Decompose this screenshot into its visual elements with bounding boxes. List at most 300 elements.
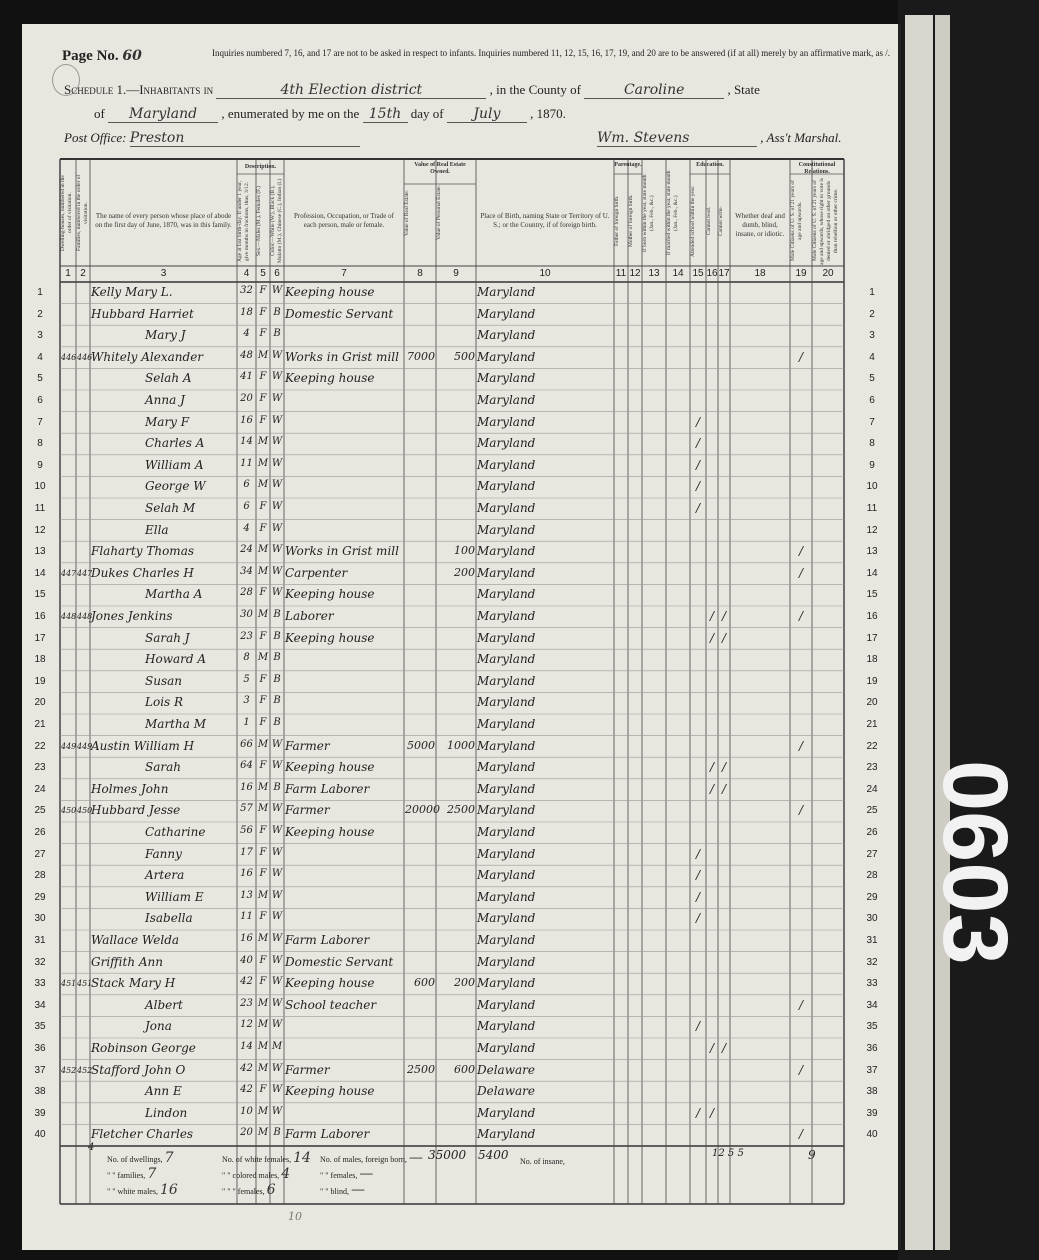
color: B: [273, 673, 281, 685]
color: M: [271, 1041, 283, 1052]
column-header-15: Attended school within the year.: [690, 185, 696, 257]
birthplace: Maryland: [477, 1041, 536, 1055]
birthplace: Maryland: [477, 673, 536, 688]
row-number-right: 27: [866, 848, 878, 860]
person-name: Catharine: [145, 825, 206, 839]
row-number-right: 30: [866, 913, 878, 925]
color: B: [273, 717, 281, 728]
column-number: 12: [629, 268, 641, 279]
cannot-read: /: [709, 1105, 715, 1120]
attended-school: /: [695, 889, 701, 904]
column-number: 13: [648, 268, 660, 279]
row-number-right: 34: [866, 999, 878, 1011]
total-blind: " " blind, —: [320, 1182, 365, 1198]
education-group-header: Education.: [696, 162, 724, 168]
age: 42: [240, 976, 253, 988]
total-colored-males: " " colored males, 4: [222, 1166, 291, 1182]
birthplace: Maryland: [477, 328, 536, 343]
occupation: Carpenter: [285, 565, 348, 580]
row-number-right: 8: [869, 438, 875, 450]
row-number-right: 35: [866, 1021, 878, 1033]
row-number-right: 13: [866, 546, 878, 558]
value-group-header: Value of Real Estate Owned.: [414, 162, 466, 175]
person-name: George W: [145, 479, 206, 494]
age: 66: [240, 738, 253, 750]
color: B: [273, 630, 281, 642]
age: 8: [243, 652, 250, 664]
column-number: 2: [80, 268, 86, 279]
age: 30: [240, 609, 253, 620]
row-number-right: 40: [866, 1129, 878, 1141]
sex: M: [257, 652, 269, 664]
margin-mark-left: 4: [88, 1142, 95, 1153]
age: 6: [243, 501, 250, 512]
constitutional-group-header: Constitutional Relations.: [798, 162, 836, 175]
row-number-left: 17: [34, 632, 46, 644]
real-estate-value: 7000: [407, 349, 435, 363]
row-number-left: 27: [34, 848, 46, 860]
age: 20: [240, 1127, 253, 1139]
total-insane: No. of insane,: [520, 1157, 565, 1166]
color: W: [271, 393, 283, 404]
dwelling-number: 448: [61, 612, 77, 621]
family-number: 450: [77, 806, 93, 816]
post-office-line: Post Office: Preston: [64, 130, 360, 147]
birthplace: Delaware: [477, 1062, 535, 1077]
color: W: [271, 889, 283, 901]
row-number-right: 38: [866, 1086, 878, 1098]
occupation: Farmer: [285, 803, 330, 818]
birthplace: Maryland: [477, 976, 536, 991]
sex: F: [259, 954, 267, 966]
column-number: 4: [243, 268, 250, 279]
row-number-left: 20: [34, 697, 46, 709]
dwelling-number: 449: [61, 741, 77, 751]
person-name: Ann E: [145, 1084, 182, 1099]
sex: F: [259, 630, 267, 642]
birthplace: Maryland: [477, 781, 536, 796]
column-header-8: Value of Real Estate.: [404, 189, 410, 237]
male-citizen: /: [798, 1127, 804, 1142]
age: 10: [240, 1105, 253, 1117]
real-estate-value: 5000: [407, 738, 435, 752]
color: W: [271, 1062, 283, 1074]
occupation: Domestic Servant: [285, 306, 394, 321]
occupation: Farmer: [285, 1062, 330, 1077]
color: W: [271, 738, 283, 750]
color: W: [271, 436, 283, 448]
row-number-left: 37: [34, 1064, 46, 1076]
page-number-label: Page No. 60: [62, 48, 142, 64]
color: W: [271, 1019, 283, 1031]
age: 32: [240, 285, 253, 296]
person-name: Jona: [145, 1019, 172, 1034]
age: 4: [243, 328, 250, 340]
row-number-right: 4: [869, 351, 875, 363]
total-real-estate: 35000: [428, 1148, 467, 1162]
column-header-3: The name of every person whose place of abode on the first day of June, 1870, was in this family.: [95, 212, 232, 229]
sex: M: [257, 349, 269, 361]
birthplace: Maryland: [477, 1127, 536, 1142]
row-number-left: 10: [34, 481, 46, 493]
cannot-read: /: [709, 1041, 715, 1055]
row-number-left: 24: [34, 783, 46, 795]
personal-estate-value: 1000: [447, 738, 475, 752]
column-number: 18: [754, 268, 766, 279]
birthplace: Maryland: [477, 306, 536, 321]
row-number-left: 1: [37, 287, 43, 298]
person-name: Martha A: [145, 587, 203, 602]
row-number-right: 5: [869, 373, 875, 385]
birthplace: Maryland: [477, 825, 536, 839]
sex: M: [257, 436, 269, 448]
person-name: Sarah: [145, 760, 181, 775]
birthplace: Maryland: [477, 609, 536, 623]
occupation: School teacher: [285, 997, 377, 1012]
row-number-left: 15: [34, 589, 46, 601]
person-name: Robinson George: [91, 1041, 196, 1055]
age: 3: [243, 695, 250, 707]
row-number-right: 29: [866, 891, 878, 903]
age: 6: [243, 479, 250, 491]
row-number-right: 1: [869, 287, 875, 298]
row-number-left: 25: [34, 805, 46, 817]
column-number: 6: [274, 268, 280, 279]
column-header-14: If married within the year, state month (Jan., Feb., &c.): [666, 170, 679, 256]
person-name: Selah M: [145, 501, 196, 515]
column-header-2: Families, numbered in the order of visitation.: [76, 174, 89, 252]
person-name: Martha M: [145, 717, 206, 731]
cannot-write: /: [721, 609, 727, 623]
dwelling-number: 451: [61, 979, 77, 989]
color: B: [273, 652, 281, 664]
total-education: 12 5 5: [712, 1148, 744, 1159]
row-number-left: 38: [34, 1086, 46, 1098]
sex: M: [257, 457, 269, 469]
birthplace: Maryland: [477, 889, 536, 904]
dwelling-number: 447: [61, 568, 77, 578]
row-number-right: 32: [866, 956, 878, 968]
row-number-left: 8: [37, 438, 43, 450]
family-number: 449: [77, 741, 93, 751]
row-number-left: 39: [34, 1107, 46, 1119]
column-number: 3: [160, 268, 167, 279]
attended-school: /: [695, 436, 701, 451]
attended-school: /: [695, 1105, 701, 1120]
column-header-20: Male Citizens of U. S. of 21 years of age and upwards, whose right to vote is denied or abridged on other grounds than rebellion or other crime.: [812, 177, 839, 265]
occupation: Keeping house: [285, 760, 375, 775]
column-number: 10: [539, 268, 551, 279]
row-number-left: 28: [34, 870, 46, 882]
color: W: [271, 997, 283, 1009]
row-number-right: 12: [866, 524, 878, 536]
column-header-6: Color.—White (W.), Black (B.), Mulatto (M.), Chinese (C.), Indian (I.): [270, 178, 283, 264]
person-name: Isabella: [145, 911, 193, 926]
row-number-left: 16: [34, 611, 46, 622]
cannot-write: /: [721, 760, 727, 775]
age: 42: [240, 1062, 253, 1074]
age: 18: [240, 306, 253, 318]
column-number: 16: [706, 268, 718, 279]
real-estate-value: 2500: [407, 1062, 435, 1076]
sex: M: [257, 1127, 269, 1139]
attended-school: /: [695, 846, 701, 861]
occupation: Keeping house: [285, 371, 375, 386]
family-number: 452: [77, 1065, 93, 1075]
sex: M: [257, 1105, 269, 1117]
occupation: Works in Grist mill: [285, 349, 399, 364]
column-number: 7: [341, 268, 347, 279]
column-header-12: Mother of foreign birth.: [628, 194, 634, 248]
person-name: Charles A: [145, 436, 205, 451]
row-number-left: 7: [37, 416, 43, 428]
column-header-1: Dwelling-houses, numbered in the order of visitation.: [60, 175, 73, 251]
person-name: Dukes Charles H: [91, 565, 194, 580]
personal-estate-value: 2500: [447, 803, 475, 817]
age: 14: [240, 436, 253, 448]
birthplace: Maryland: [477, 630, 536, 645]
sex: M: [257, 1062, 269, 1074]
column-header-5: Sex.—Males (M.), Females (F.): [256, 186, 262, 256]
color: W: [271, 285, 283, 296]
age: 4: [243, 522, 250, 534]
column-header-19: Male Citizens of U. S. of 21 years of age and upwards.: [790, 180, 803, 262]
row-number-left: 12: [34, 524, 46, 536]
birthplace: Maryland: [477, 587, 536, 602]
sex: F: [259, 414, 267, 426]
row-number-left: 4: [37, 351, 43, 363]
color: W: [271, 501, 283, 512]
cannot-read: /: [709, 630, 715, 645]
birthplace: Maryland: [477, 479, 536, 494]
sex: F: [259, 846, 267, 858]
row-number-left: 30: [34, 913, 46, 925]
row-number-right: 9: [869, 459, 875, 471]
color: W: [271, 760, 283, 772]
column-header-18: Whether deaf and dumb, blind, insane, or idiotic.: [735, 212, 785, 238]
birthplace: Maryland: [477, 371, 536, 386]
row-number-right: 22: [866, 740, 878, 752]
dwelling-number: 452: [61, 1065, 77, 1075]
attended-school: /: [695, 868, 701, 883]
age: 41: [240, 371, 253, 383]
birthplace: Maryland: [477, 846, 536, 861]
row-number-right: 31: [866, 935, 878, 946]
age: 20: [240, 393, 253, 404]
row-number-right: 25: [866, 805, 878, 817]
birthplace: Maryland: [477, 803, 536, 818]
row-number-right: 18: [866, 654, 878, 666]
row-number-right: 33: [866, 978, 878, 990]
occupation: Farm Laborer: [285, 1127, 370, 1142]
color: B: [273, 306, 281, 318]
male-citizen: /: [798, 738, 804, 753]
personal-estate-value: 500: [454, 349, 475, 363]
row-number-left: 21: [34, 719, 46, 730]
age: 40: [240, 954, 253, 966]
attended-school: /: [695, 457, 701, 472]
sex: F: [259, 522, 267, 534]
row-number-left: 29: [34, 891, 46, 903]
personal-estate-value: 600: [454, 1062, 475, 1076]
birthplace: Maryland: [477, 349, 536, 364]
column-number: 5: [260, 268, 266, 279]
attended-school: /: [695, 501, 701, 515]
color: W: [271, 565, 283, 577]
person-name: Sarah J: [145, 630, 190, 645]
row-number-left: 23: [34, 762, 46, 774]
color: B: [273, 695, 281, 707]
column-number: 14: [672, 268, 684, 279]
cannot-read: /: [709, 781, 715, 796]
occupation: Domestic Servant: [285, 954, 394, 969]
birthplace: Maryland: [477, 954, 536, 969]
row-number-right: 19: [866, 675, 878, 687]
adjacent-page-edge: [935, 15, 950, 1250]
color: W: [271, 933, 283, 944]
row-number-right: 37: [866, 1064, 878, 1076]
row-number-left: 40: [34, 1129, 46, 1141]
age: 17: [240, 846, 253, 858]
birthplace: Maryland: [477, 393, 536, 407]
row-number-left: 6: [37, 395, 43, 406]
person-name: Albert: [145, 997, 183, 1012]
birthplace: Maryland: [477, 695, 536, 710]
family-number: 446: [77, 352, 93, 362]
row-number-left: 36: [34, 1043, 46, 1054]
row-number-left: 22: [34, 740, 46, 752]
color: B: [273, 609, 281, 620]
row-number-right: 11: [866, 503, 878, 514]
sex: M: [257, 544, 269, 556]
sex: M: [257, 889, 269, 901]
person-name: Mary J: [145, 328, 186, 343]
family-number: 451: [77, 979, 93, 989]
age: 14: [240, 1041, 253, 1052]
row-number-left: 31: [34, 935, 46, 946]
sex: M: [257, 738, 269, 750]
birthplace: Maryland: [477, 997, 536, 1012]
attended-school: /: [695, 414, 701, 429]
row-number-left: 18: [34, 654, 46, 666]
color: W: [271, 911, 283, 923]
real-estate-value: 600: [414, 976, 435, 990]
sex: M: [257, 609, 269, 620]
sex: M: [257, 803, 269, 815]
color: W: [271, 414, 283, 426]
sex: F: [259, 760, 267, 772]
parentage-group-header: Parentage.: [614, 162, 642, 168]
birthplace: Maryland: [477, 565, 536, 580]
column-number: 11: [615, 268, 627, 279]
age: 16: [240, 933, 253, 944]
age: 34: [240, 565, 253, 577]
person-name: Jones Jenkins: [91, 609, 173, 623]
column-number: 15: [692, 268, 704, 279]
person-name: Lois R: [145, 695, 184, 710]
color: W: [271, 976, 283, 988]
column-number: 20: [822, 268, 834, 279]
birthplace: Maryland: [477, 436, 536, 451]
person-name: Selah A: [145, 371, 192, 386]
column-header-16: Cannot read.: [706, 206, 712, 236]
color: W: [271, 587, 283, 599]
occupation: Keeping house: [285, 587, 375, 602]
description-group-header: Description.: [244, 164, 277, 170]
row-number-right: 6: [869, 395, 875, 406]
row-number-right: 3: [869, 330, 875, 342]
color: W: [271, 479, 283, 491]
total-white-females: No. of white females, 14: [222, 1150, 311, 1166]
row-number-left: 9: [37, 459, 43, 471]
age: 16: [240, 414, 253, 426]
row-number-right: 21: [866, 719, 878, 730]
row-number-right: 23: [866, 762, 878, 774]
person-name: Mary F: [145, 414, 190, 429]
occupation: Farm Laborer: [285, 781, 370, 796]
birthplace: Maryland: [477, 414, 536, 429]
row-number-right: 39: [866, 1107, 878, 1119]
row-number-right: 20: [866, 697, 878, 709]
row-number-left: 3: [37, 330, 43, 342]
row-number-left: 32: [34, 956, 46, 968]
sex: F: [259, 371, 267, 383]
color: W: [271, 868, 283, 880]
row-number-right: 26: [866, 827, 878, 838]
person-name: Austin William H: [91, 738, 195, 753]
age: 12: [240, 1019, 253, 1031]
column-number: 19: [795, 268, 807, 279]
birthplace: Maryland: [477, 738, 536, 753]
column-number: 8: [417, 268, 423, 279]
total-white-males: " " white males, 16: [107, 1182, 178, 1198]
dwelling-number: 446: [61, 352, 77, 362]
row-number-right: 36: [866, 1043, 878, 1054]
age: 16: [240, 868, 253, 880]
birthplace: Maryland: [477, 501, 536, 515]
sex: M: [257, 1041, 269, 1052]
sex: F: [259, 285, 267, 296]
person-name: Stafford John O: [91, 1062, 186, 1077]
total-males-foreign: No. of males, foreign born, —: [320, 1150, 423, 1166]
person-name: Griffith Ann: [91, 954, 163, 969]
row-number-left: 26: [34, 827, 46, 838]
sex: M: [257, 781, 269, 793]
total-personal-estate: 5400: [478, 1148, 509, 1162]
color: W: [271, 1084, 283, 1096]
occupation: Keeping house: [285, 630, 375, 645]
row-number-left: 19: [34, 675, 46, 687]
inquiry-notice: Inquiries numbered 7, 16, and 17 are not to be asked in respect to infants. Inquiries numbered 11, 12, 15, 16, 17, 19, and 20 are to be answered (if at all) merely by an affirmative mark, as /.: [212, 48, 891, 58]
person-name: Anna J: [145, 393, 185, 407]
age: 42: [240, 1084, 253, 1096]
age: 57: [240, 803, 253, 815]
cannot-write: /: [721, 1041, 727, 1055]
person-name: Stack Mary H: [91, 976, 176, 991]
column-header-10: Place of Birth, naming State or Territory of U. S.; or the Country, if of foreign birth.: [480, 212, 610, 229]
age: 11: [240, 457, 253, 469]
person-name: Fanny: [145, 846, 182, 861]
occupation: Laborer: [285, 609, 334, 623]
row-number-left: 2: [37, 308, 43, 320]
marshal-line: Wm. Stevens , Ass't Marshal.: [597, 130, 842, 146]
sex: F: [259, 717, 267, 728]
color: W: [271, 954, 283, 966]
color: B: [273, 1127, 281, 1139]
total-families: " " families, 7: [107, 1166, 157, 1182]
sex: F: [259, 501, 267, 512]
row-number-left: 11: [34, 503, 46, 514]
